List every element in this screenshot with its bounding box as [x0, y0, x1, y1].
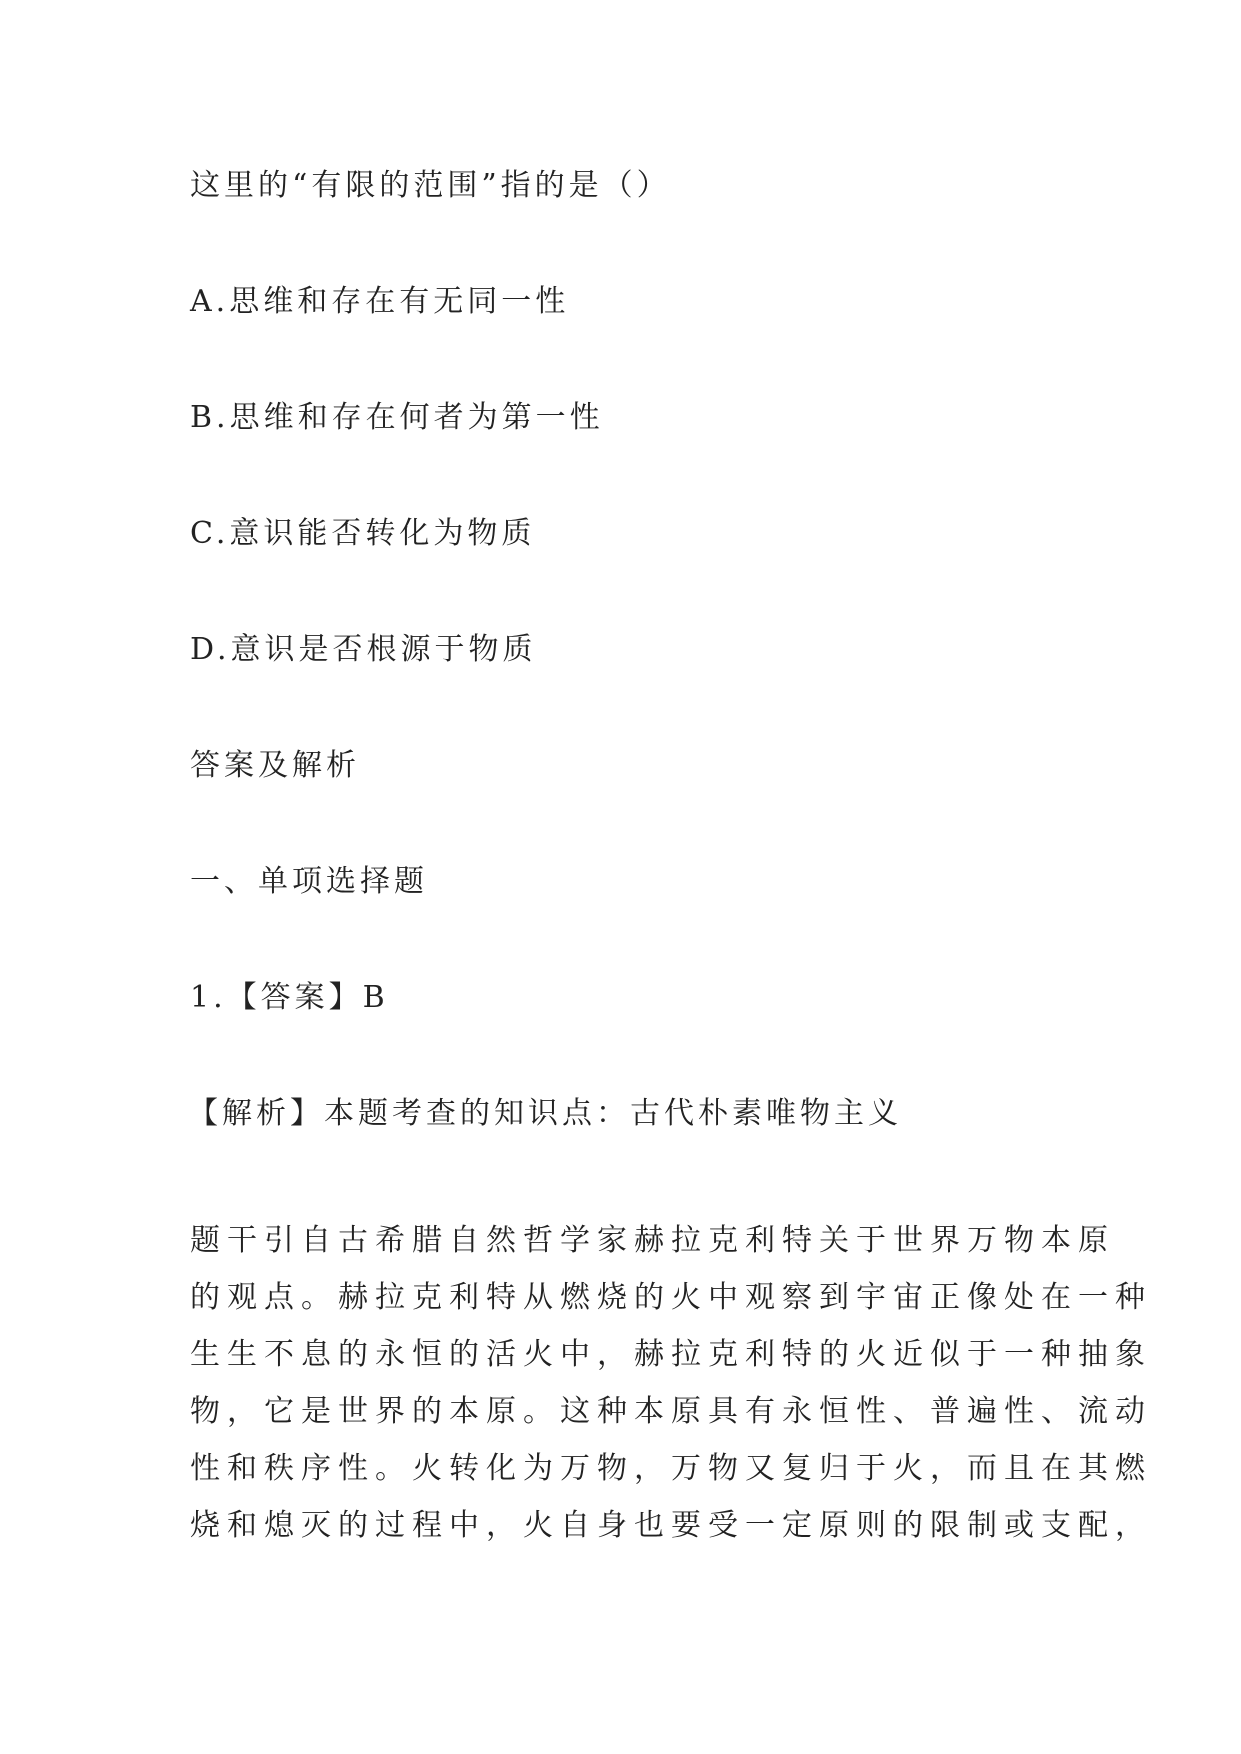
analysis-line: 性和秩序性。火转化为万物，万物又复归于火，而且在其燃: [190, 1451, 1152, 1486]
option-c: C.意识能否转化为物质: [190, 516, 536, 551]
analysis-line: 烧和熄灭的过程中，火自身也要受一定原则的限制或支配，: [190, 1508, 1152, 1543]
analysis-1-head: 【解析】本题考查的知识点：古代朴素唯物主义: [188, 1096, 902, 1131]
analysis-line: 物，它是世界的本原。这种本原具有永恒性、普遍性、流动: [190, 1394, 1152, 1429]
answer-1: 1.【答案】B: [190, 980, 389, 1015]
analysis-1-paragraph: [190, 1212, 1152, 1554]
single-choice-subsection-title: 一、单项选择题: [190, 864, 428, 899]
option-a: A.思维和存在有无同一性: [190, 284, 570, 319]
analysis-line: 的观点。赫拉克利特从燃烧的火中观察到宇宙正像处在一种: [190, 1280, 1152, 1315]
option-b: B.思维和存在何者为第一性: [190, 400, 604, 435]
analysis-line: 题干引自古希腊自然哲学家赫拉克利特关于世界万物本原: [190, 1223, 1115, 1258]
question-stem: 这里的“有限的范围”指的是（）: [190, 168, 671, 203]
option-d: D.意识是否根源于物质: [190, 632, 537, 667]
analysis-line: 生生不息的永恒的活火中，赫拉克利特的火近似于一种抽象: [190, 1337, 1152, 1372]
answers-section-title: 答案及解析: [190, 748, 360, 783]
